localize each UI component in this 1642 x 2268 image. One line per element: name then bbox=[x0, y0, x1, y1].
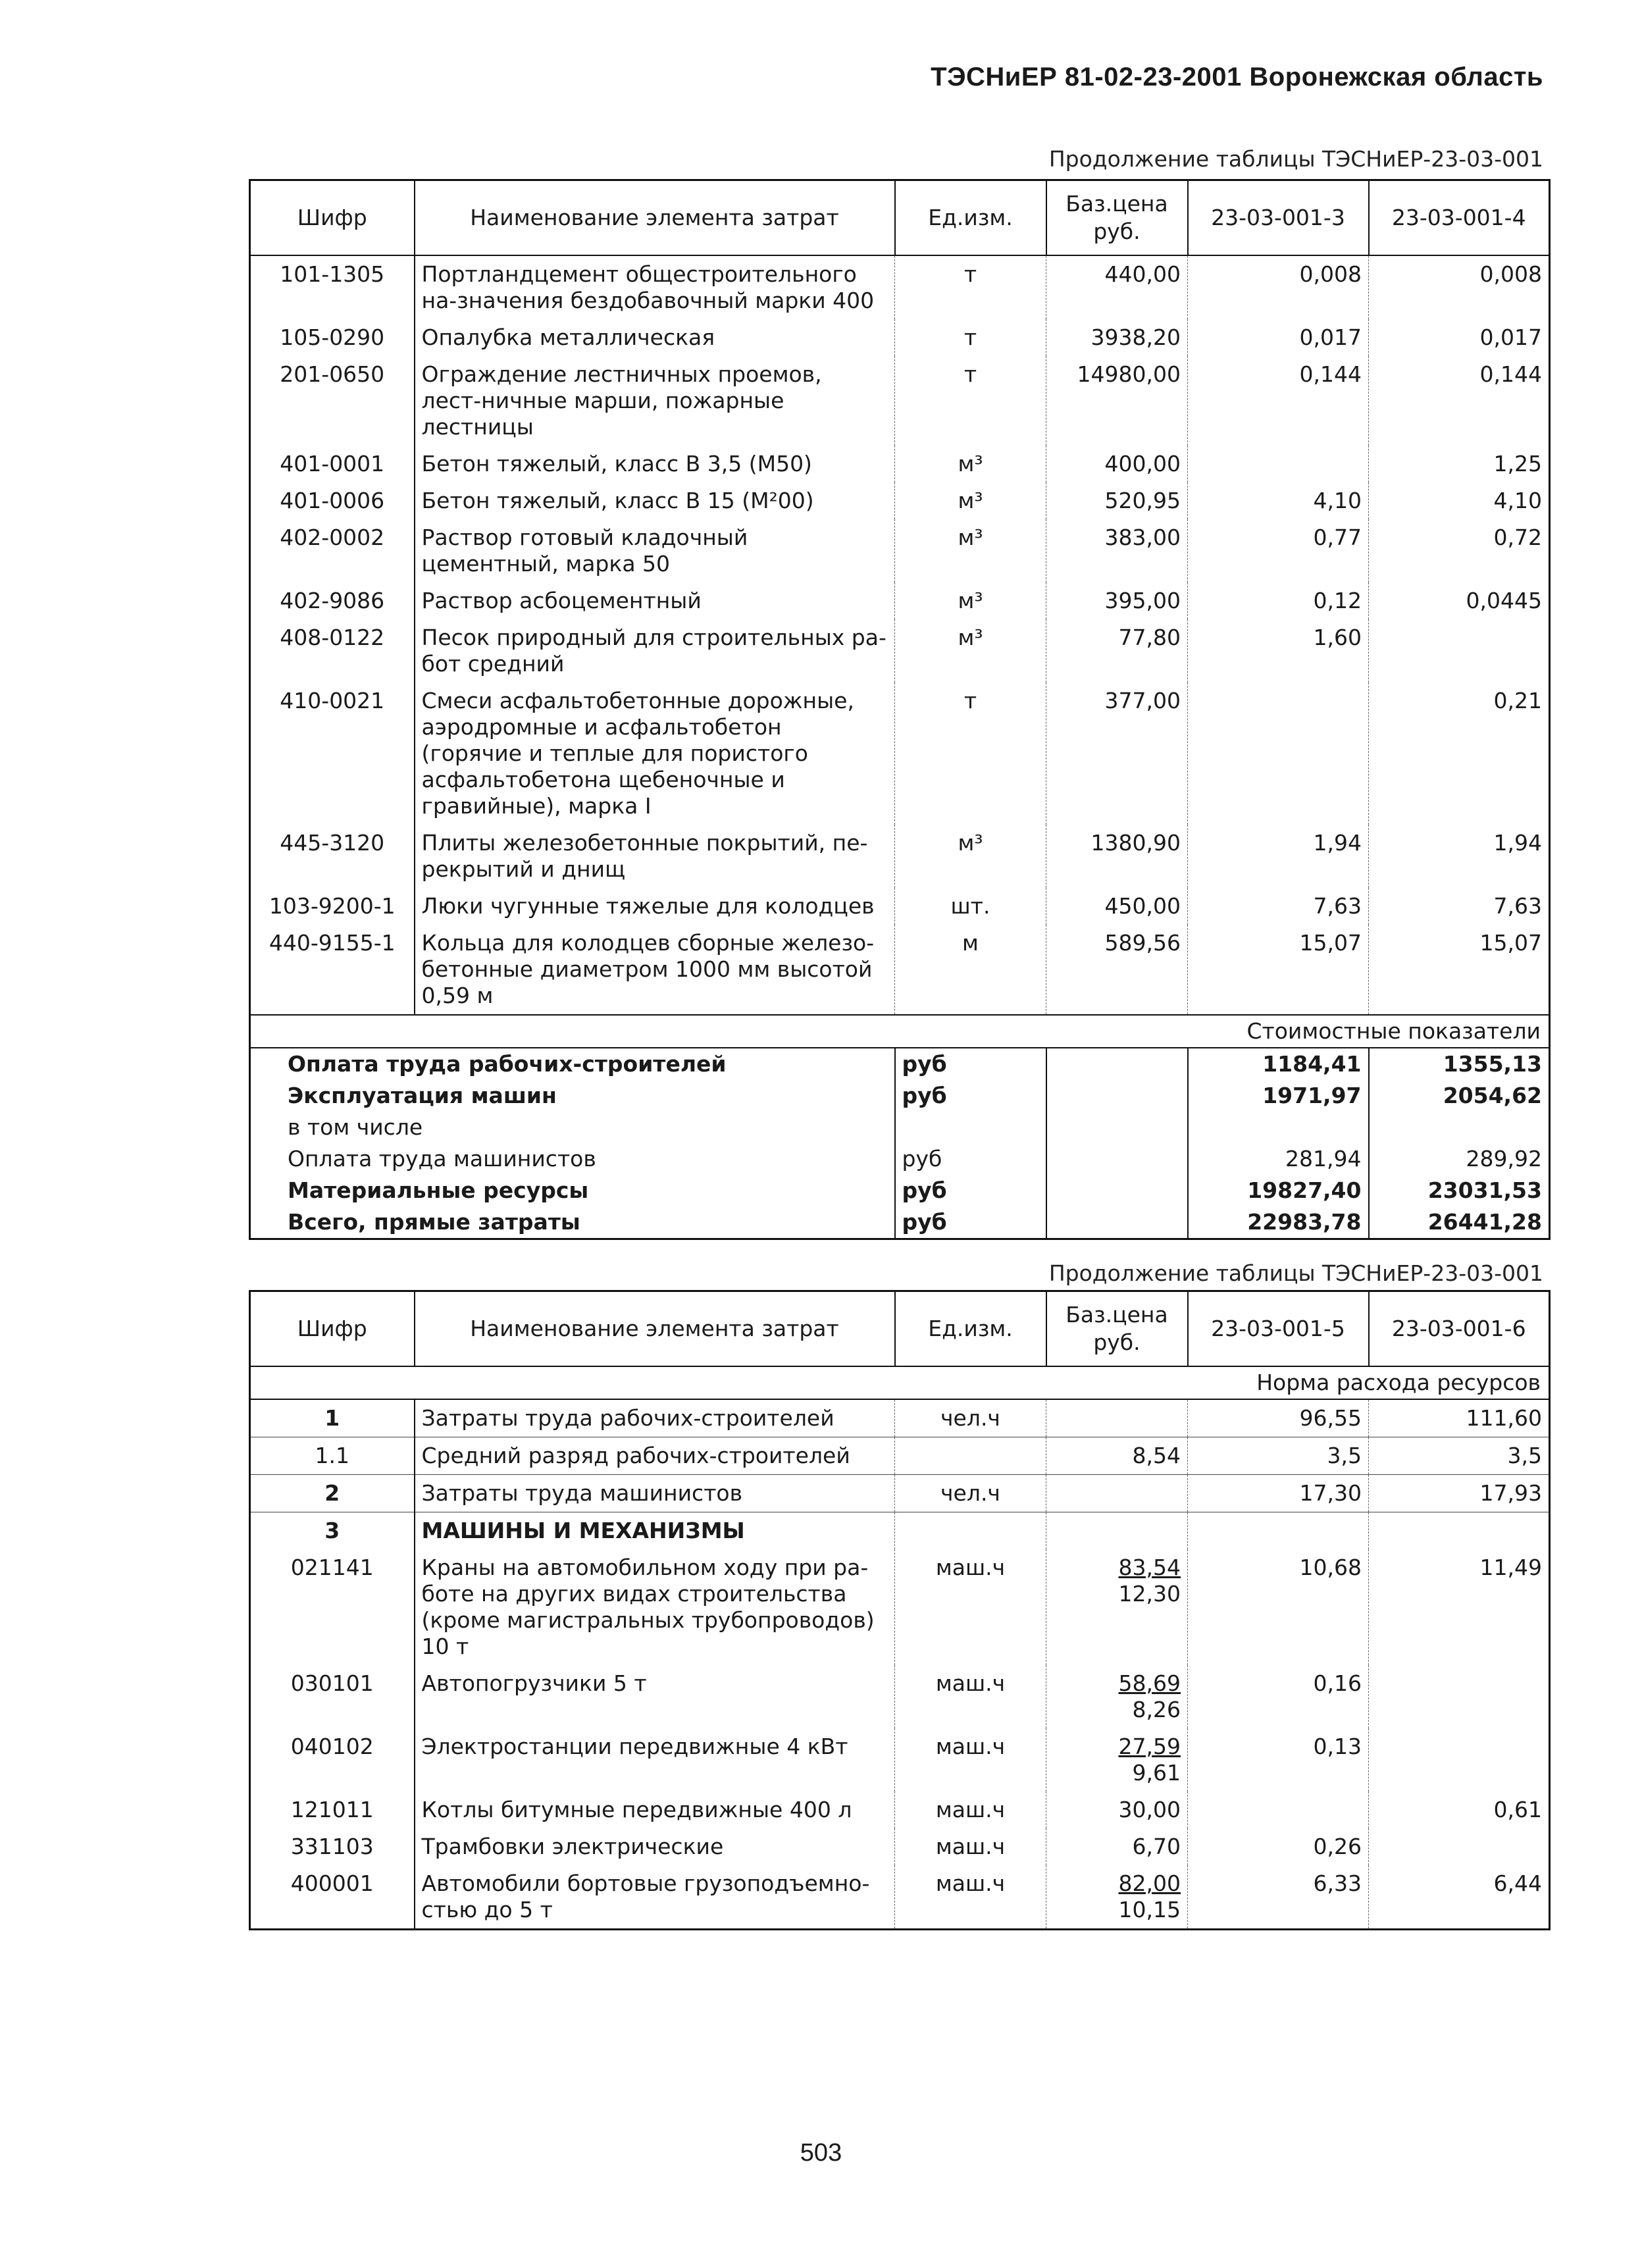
resource-unit: маш.ч bbox=[895, 1865, 1046, 1930]
summary-value-3: 22983,78 bbox=[1188, 1206, 1369, 1239]
resource-name: Бетон тяжелый, класс В 15 (М²00) bbox=[415, 482, 895, 519]
table-row bbox=[250, 619, 1550, 683]
norm-value-3: 15,07 bbox=[1188, 925, 1369, 1015]
resource-unit bbox=[895, 1437, 1046, 1475]
resource-unit bbox=[895, 1512, 1046, 1550]
summary-empty-cell bbox=[1046, 1080, 1188, 1112]
table-row bbox=[250, 1512, 1550, 1550]
resource-price bbox=[1046, 1549, 1188, 1665]
table-row bbox=[250, 1399, 1550, 1437]
summary-unit: руб bbox=[895, 1175, 1046, 1206]
resource-cost-table-1 bbox=[249, 179, 1551, 1240]
resource-unit: маш.ч bbox=[895, 1665, 1046, 1728]
price-total: 58,69 bbox=[1118, 1670, 1181, 1696]
table2-body bbox=[250, 1366, 1550, 1930]
price-wages: 12,30 bbox=[1118, 1581, 1181, 1607]
resource-unit: чел.ч bbox=[895, 1399, 1046, 1437]
col-unit-header: Ед.изм. bbox=[895, 180, 1046, 256]
resource-code: 408-0122 bbox=[250, 619, 415, 683]
norm-value-5 bbox=[1188, 1512, 1369, 1550]
page-header-title: ТЭСНиЕР 81-02-23-2001 Воронежская область bbox=[931, 63, 1543, 91]
resource-unit: м³ bbox=[895, 582, 1046, 619]
resource-price: 400,00 bbox=[1046, 446, 1188, 482]
summary-unit: руб bbox=[895, 1143, 1046, 1175]
norm-value-3: 0,144 bbox=[1188, 356, 1369, 446]
table-row bbox=[250, 1665, 1550, 1728]
resource-name: Раствор готовый кладочный цементный, марка 50 bbox=[415, 519, 895, 582]
norm-value-3: 0,12 bbox=[1188, 582, 1369, 619]
norm-value-5: 0,13 bbox=[1188, 1728, 1369, 1791]
resource-price: 377,00 bbox=[1046, 683, 1188, 825]
table-row bbox=[250, 1728, 1550, 1791]
resource-name: Автомобили бортовые грузоподъемно-стью до 5 т bbox=[415, 1865, 895, 1930]
table-row bbox=[250, 446, 1550, 482]
resource-name: Кольца для колодцев сборные железо-бетонные диаметром 1000 мм высотой 0,59 м bbox=[415, 925, 895, 1015]
resource-price: 589,56 bbox=[1046, 925, 1188, 1015]
resource-price: 450,00 bbox=[1046, 888, 1188, 925]
resource-unit: т bbox=[895, 255, 1046, 319]
norm-value-4: 0,72 bbox=[1493, 525, 1542, 550]
summary-value-4: 23031,53 bbox=[1369, 1175, 1550, 1206]
resource-name: Автопогрузчики 5 т bbox=[415, 1665, 895, 1728]
norm-value-6: 111,60 bbox=[1369, 1399, 1550, 1437]
resource-unit: м bbox=[895, 925, 1046, 1015]
summary-value-3: 281,94 bbox=[1188, 1143, 1369, 1175]
resource-name: Раствор асбоцементный bbox=[415, 582, 895, 619]
section-row bbox=[250, 1015, 1550, 1048]
col-price-header: Баз.цена руб. bbox=[1046, 1291, 1188, 1367]
summary-unit: руб bbox=[895, 1080, 1046, 1112]
page-number: 503 bbox=[800, 2139, 842, 2167]
resource-code: 402-0002 bbox=[250, 519, 415, 582]
section-label: Стоимостные показатели bbox=[250, 1015, 1550, 1048]
price-total: 83,54 bbox=[1118, 1555, 1181, 1580]
norm-value-4: 0,017 bbox=[1479, 324, 1542, 350]
norm-value-4: 4,10 bbox=[1493, 488, 1542, 513]
norm-value-3: 4,10 bbox=[1188, 482, 1369, 519]
table-row bbox=[250, 255, 1550, 319]
resource-unit: маш.ч bbox=[895, 1791, 1046, 1828]
summary-label: в том числе bbox=[288, 1114, 423, 1140]
norm-value-4: 1,94 bbox=[1493, 830, 1542, 856]
norm-value-4: 0,21 bbox=[1493, 688, 1542, 713]
col-code-header: Шифр bbox=[250, 180, 415, 256]
resource-price: 14980,00 bbox=[1046, 356, 1188, 446]
resource-price: 383,00 bbox=[1046, 519, 1188, 582]
resource-name: Бетон тяжелый, класс В 3,5 (М50) bbox=[415, 446, 895, 482]
resource-code: 400001 bbox=[250, 1865, 415, 1930]
resource-code: 445-3120 bbox=[250, 825, 415, 888]
summary-empty-cell bbox=[1046, 1206, 1188, 1239]
resource-unit: маш.ч bbox=[895, 1549, 1046, 1665]
norm-value-3 bbox=[1188, 446, 1369, 482]
summary-label: Материальные ресурсы bbox=[288, 1177, 589, 1203]
resource-code: 410-0021 bbox=[250, 683, 415, 825]
table-row bbox=[250, 888, 1550, 925]
summary-label: Всего, прямые затраты bbox=[288, 1209, 580, 1235]
resource-unit: маш.ч bbox=[895, 1828, 1046, 1865]
summary-row bbox=[250, 1080, 1550, 1112]
norm-value-5: 3,5 bbox=[1188, 1437, 1369, 1475]
resource-code: 402-9086 bbox=[250, 582, 415, 619]
table-row bbox=[250, 925, 1550, 1015]
col-norm-3-header: 23-03-001-3 bbox=[1188, 180, 1369, 256]
section-row bbox=[250, 1366, 1550, 1399]
section-label: Норма расхода ресурсов bbox=[250, 1366, 1550, 1399]
norm-value-3: 0,017 bbox=[1188, 319, 1369, 356]
summary-empty-cell bbox=[1046, 1143, 1188, 1175]
summary-row bbox=[250, 1048, 1550, 1080]
norm-value-6 bbox=[1369, 1828, 1550, 1865]
summary-value-4: 2054,62 bbox=[1369, 1080, 1550, 1112]
norm-value-5 bbox=[1188, 1791, 1369, 1828]
norm-value-6 bbox=[1369, 1512, 1550, 1550]
table-row bbox=[250, 1865, 1550, 1930]
summary-unit: руб bbox=[895, 1048, 1046, 1080]
summary-row bbox=[250, 1143, 1550, 1175]
resource-unit: т bbox=[895, 356, 1046, 446]
norm-value-3: 1,60 bbox=[1188, 619, 1369, 683]
resource-code: 121011 bbox=[250, 1791, 415, 1828]
resource-name: Смеси асфальтобетонные дорожные, аэродромные и асфальтобетон (горячие и теплые для пористого асфальтобетона щебеночные и гравийные), марка I bbox=[415, 683, 895, 825]
resource-code: 1 bbox=[250, 1399, 415, 1437]
norm-value-4: 1,25 bbox=[1493, 451, 1542, 477]
resource-code: 440-9155-1 bbox=[250, 925, 415, 1015]
col-price-header: Баз.цена руб. bbox=[1046, 180, 1188, 256]
summary-value-4: 289,92 bbox=[1369, 1143, 1550, 1175]
norm-value-3 bbox=[1188, 683, 1369, 825]
summary-value-3: 1971,97 bbox=[1188, 1080, 1369, 1112]
summary-empty-cell bbox=[1046, 1175, 1188, 1206]
price-total: 8,54 bbox=[1132, 1443, 1181, 1468]
resource-code: 021141 bbox=[250, 1549, 415, 1665]
table-row bbox=[250, 1828, 1550, 1865]
col-norm-5-header: 23-03-001-5 bbox=[1188, 1291, 1369, 1367]
resource-code: 030101 bbox=[250, 1665, 415, 1728]
resource-name: Портландцемент общестроительного на-значения бездобавочный марки 400 bbox=[415, 255, 895, 319]
table-row bbox=[250, 825, 1550, 888]
resource-norm-table-2 bbox=[249, 1290, 1551, 1930]
norm-value-4: 0,0445 bbox=[1466, 588, 1542, 613]
resource-name: МАШИНЫ И МЕХАНИЗМЫ bbox=[415, 1512, 895, 1550]
table-row bbox=[250, 582, 1550, 619]
summary-value-4 bbox=[1369, 1112, 1550, 1143]
col-norm-6-header: 23-03-001-6 bbox=[1369, 1291, 1550, 1367]
resource-price: 1380,90 bbox=[1046, 825, 1188, 888]
resource-code: 201-0650 bbox=[250, 356, 415, 446]
summary-row bbox=[250, 1112, 1550, 1143]
norm-value-6: 3,5 bbox=[1369, 1437, 1550, 1475]
resource-price bbox=[1046, 1665, 1188, 1728]
resource-unit: м³ bbox=[895, 825, 1046, 888]
norm-value-3: 7,63 bbox=[1188, 888, 1369, 925]
norm-value-3: 0,77 bbox=[1188, 519, 1369, 582]
table-row bbox=[250, 482, 1550, 519]
summary-value-3 bbox=[1188, 1112, 1369, 1143]
summary-empty-cell bbox=[1046, 1112, 1188, 1143]
norm-value-5: 6,33 bbox=[1188, 1865, 1369, 1930]
price-wages: 10,15 bbox=[1118, 1897, 1181, 1922]
col-name-header: Наименование элемента затрат bbox=[415, 180, 895, 256]
resource-price: 520,95 bbox=[1046, 482, 1188, 519]
resource-price bbox=[1046, 1399, 1188, 1437]
norm-value-5: 96,55 bbox=[1188, 1399, 1369, 1437]
norm-value-5: 10,68 bbox=[1188, 1549, 1369, 1665]
norm-value-5: 0,26 bbox=[1188, 1828, 1369, 1865]
price-total: 27,59 bbox=[1118, 1734, 1181, 1759]
resource-code: 401-0001 bbox=[250, 446, 415, 482]
table-row bbox=[250, 1437, 1550, 1475]
summary-unit: руб bbox=[895, 1206, 1046, 1239]
col-name-header: Наименование элемента затрат bbox=[415, 1291, 895, 1367]
col-norm-4-header: 23-03-001-4 bbox=[1369, 180, 1550, 256]
resource-price bbox=[1046, 1475, 1188, 1512]
resource-code: 103-9200-1 bbox=[250, 888, 415, 925]
table-row bbox=[250, 1475, 1550, 1512]
price-total: 30,00 bbox=[1118, 1797, 1181, 1822]
resource-unit: м³ bbox=[895, 482, 1046, 519]
price-total: 6,70 bbox=[1132, 1834, 1181, 1859]
resource-name: Краны на автомобильном ходу при ра-боте на других видах строительства (кроме магистральных трубопроводов) 10 т bbox=[415, 1549, 895, 1665]
table2-caption: Продолжение таблицы ТЭСНиЕР-23-03-001 bbox=[1048, 1260, 1543, 1286]
resource-unit: м³ bbox=[895, 619, 1046, 683]
table-row bbox=[250, 1791, 1550, 1828]
table-row bbox=[250, 319, 1550, 356]
summary-value-3: 1184,41 bbox=[1188, 1048, 1369, 1080]
norm-value-6: 6,44 bbox=[1493, 1870, 1542, 1896]
summary-unit bbox=[895, 1112, 1046, 1143]
resource-price: 440,00 bbox=[1046, 255, 1188, 319]
norm-value-3: 1,94 bbox=[1188, 825, 1369, 888]
table-row bbox=[250, 1549, 1550, 1665]
norm-value-6: 0,61 bbox=[1493, 1797, 1542, 1822]
summary-row bbox=[250, 1175, 1550, 1206]
resource-name: Котлы битумные передвижные 400 л bbox=[415, 1791, 895, 1828]
norm-value-6: 11,49 bbox=[1479, 1555, 1542, 1580]
summary-row bbox=[250, 1206, 1550, 1239]
resource-code: 2 bbox=[250, 1475, 415, 1512]
resource-code: 105-0290 bbox=[250, 319, 415, 356]
summary-label: Оплата труда машинистов bbox=[288, 1146, 596, 1172]
resource-price bbox=[1046, 1437, 1188, 1475]
summary-label: Оплата труда рабочих-строителей bbox=[288, 1051, 727, 1077]
resource-unit: чел.ч bbox=[895, 1475, 1046, 1512]
summary-value-3: 19827,40 bbox=[1188, 1175, 1369, 1206]
norm-value-5: 0,16 bbox=[1188, 1665, 1369, 1728]
norm-value-4: 7,63 bbox=[1493, 893, 1542, 919]
norm-value-3: 0,008 bbox=[1188, 255, 1369, 319]
resource-unit: м³ bbox=[895, 446, 1046, 482]
table2-header-row bbox=[250, 1291, 1550, 1367]
summary-value-4: 26441,28 bbox=[1369, 1206, 1550, 1239]
norm-value-4: 0,008 bbox=[1479, 261, 1542, 287]
table1-caption: Продолжение таблицы ТЭСНиЕР-23-03-001 bbox=[1048, 146, 1543, 172]
resource-name: Песок природный для строительных ра-бот средний bbox=[415, 619, 895, 683]
resource-code: 331103 bbox=[250, 1828, 415, 1865]
resource-code: 101-1305 bbox=[250, 255, 415, 319]
resource-code: 401-0006 bbox=[250, 482, 415, 519]
norm-value-4: 0,144 bbox=[1479, 361, 1542, 387]
resource-name: Затраты труда рабочих-строителей bbox=[415, 1399, 895, 1437]
resource-unit: т bbox=[895, 683, 1046, 825]
norm-value-4 bbox=[1369, 619, 1550, 683]
summary-value-4: 1355,13 bbox=[1369, 1048, 1550, 1080]
resource-price bbox=[1046, 1865, 1188, 1930]
resource-price: 395,00 bbox=[1046, 582, 1188, 619]
resource-unit: маш.ч bbox=[895, 1728, 1046, 1791]
table1-body bbox=[250, 255, 1550, 1239]
resource-name: Средний разряд рабочих-строителей bbox=[415, 1437, 895, 1475]
resource-price: 3938,20 bbox=[1046, 319, 1188, 356]
norm-value-6 bbox=[1369, 1665, 1550, 1728]
price-total: 82,00 bbox=[1118, 1870, 1181, 1896]
resource-price bbox=[1046, 1728, 1188, 1791]
resource-name: Электростанции передвижные 4 кВт bbox=[415, 1728, 895, 1791]
resource-name: Плиты железобетонные покрытий, пе-рекрытий и днищ bbox=[415, 825, 895, 888]
norm-value-4: 15,07 bbox=[1479, 930, 1542, 956]
resource-code: 040102 bbox=[250, 1728, 415, 1791]
resource-unit: т bbox=[895, 319, 1046, 356]
resource-price bbox=[1046, 1828, 1188, 1865]
norm-value-5: 17,30 bbox=[1188, 1475, 1369, 1512]
table-row bbox=[250, 519, 1550, 582]
resource-name: Ограждение лестничных проемов, лест-ничные марши, пожарные лестницы bbox=[415, 356, 895, 446]
table-row bbox=[250, 356, 1550, 446]
summary-empty-cell bbox=[1046, 1048, 1188, 1080]
norm-value-6 bbox=[1369, 1728, 1550, 1791]
resource-name: Опалубка металлическая bbox=[415, 319, 895, 356]
price-wages: 9,61 bbox=[1132, 1760, 1181, 1786]
col-code-header: Шифр bbox=[250, 1291, 415, 1367]
resource-name: Трамбовки электрические bbox=[415, 1828, 895, 1865]
resource-unit: м³ bbox=[895, 519, 1046, 582]
resource-name: Люки чугунные тяжелые для колодцев bbox=[415, 888, 895, 925]
col-unit-header: Ед.изм. bbox=[895, 1291, 1046, 1367]
resource-price: 77,80 bbox=[1046, 619, 1188, 683]
table1-header-row bbox=[250, 180, 1550, 256]
resource-price bbox=[1046, 1512, 1188, 1550]
resource-code: 3 bbox=[250, 1512, 415, 1550]
summary-label: Эксплуатация машин bbox=[288, 1083, 557, 1108]
resource-code: 1.1 bbox=[250, 1437, 415, 1475]
table-row bbox=[250, 683, 1550, 825]
resource-name: Затраты труда машинистов bbox=[415, 1475, 895, 1512]
norm-value-6: 17,93 bbox=[1369, 1475, 1550, 1512]
price-wages: 8,26 bbox=[1132, 1697, 1181, 1722]
resource-unit: шт. bbox=[895, 888, 1046, 925]
resource-price bbox=[1046, 1791, 1188, 1828]
